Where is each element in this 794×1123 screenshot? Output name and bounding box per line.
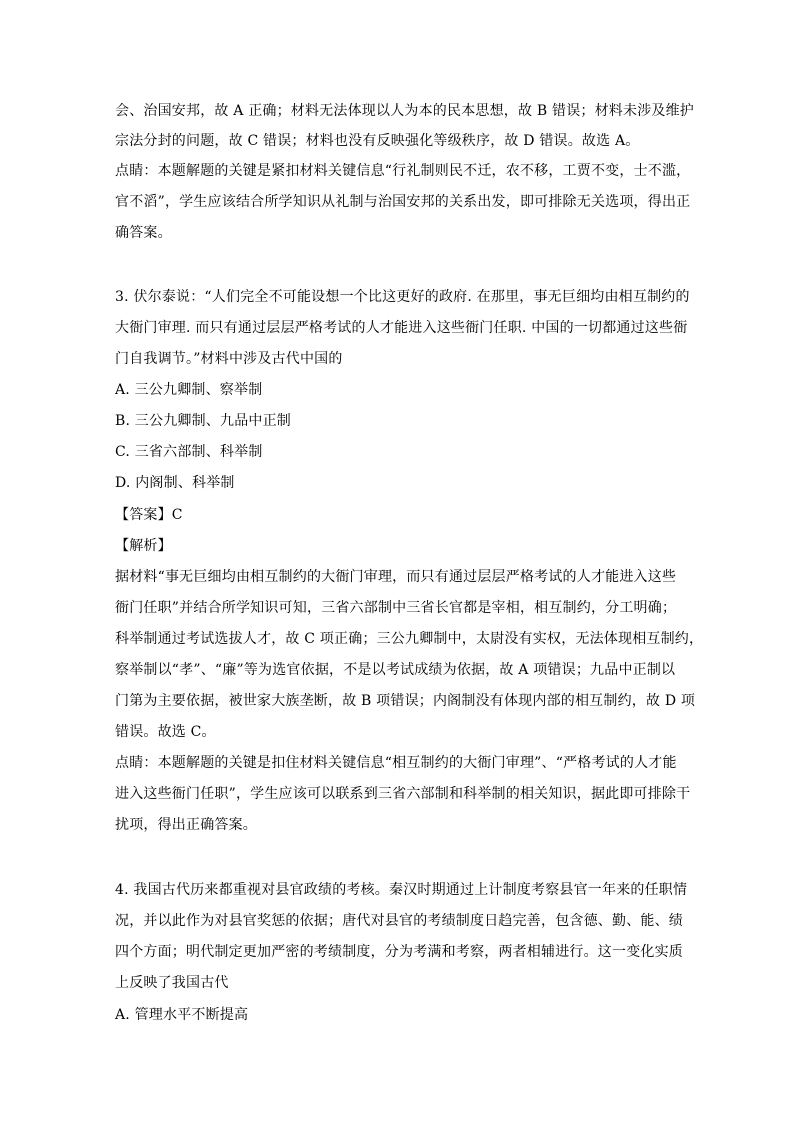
tip-line: 点睛：本题解题的关键是紧扣材料关键信息“行礼制则民不迁，农不移，工贾不变，士不滥， <box>115 163 691 179</box>
option-b: B. 三公九卿制、九品中正制 <box>115 413 291 429</box>
question-stem-line: 3. 伏尔泰说：“人们完全不可能设想一个比这更好的政府. 在那里，事无巨细均由相互制约的 <box>115 289 690 305</box>
explanation-line: 会、治国安邦，故 A 正确；材料无法体现以人为本的民本思想，故 B 错误；材料未涉及维护 <box>115 103 694 119</box>
tip-line: 点睛：本题解题的关键是扣住材料关键信息“相互制约的大衙门审理”、“严格考试的人才能 <box>115 755 677 771</box>
answer-label: 【答案】C <box>115 507 183 523</box>
question-stem-line: 大衙门审理. 而只有通过层层严格考试的人才能进入这些衙门任职. 中国的一切都通过这些衙 <box>115 320 688 336</box>
option-a: A. 管理水平不断提高 <box>115 1007 249 1023</box>
analysis-line: 察举制以“孝”、“廉”等为选官依据，不是以考试成绩为依据，故 A 项错误；九品中正制以 <box>115 662 676 678</box>
tip-line: 确答案。 <box>115 225 172 241</box>
explanation-line: 宗法分封的问题，故 C 错误；材料也没有反映强化等级秩序，故 D 错误。故选 A。 <box>115 133 640 149</box>
analysis-line: 衙门任职”并结合所学知识可知，三省六部制中三省长官都是宰相，相互制约，分工明确； <box>115 600 677 616</box>
tip-line: 扰项，得出正确答案。 <box>115 817 257 833</box>
option-c: C. 三省六部制、科举制 <box>115 444 263 460</box>
analysis-line: 据材料“事无巨细均由相互制约的大衙门审理，而只有通过层层严格考试的人才能进入这些 <box>115 569 677 585</box>
tip-line: 进入这些衙门任职”，学生应该可以联系到三省六部制和科举制的相关知识，据此即可排除干 <box>115 786 691 802</box>
tip-line: 官不滔”，学生应该结合所学知识从礼制与治国安邦的关系出发，即可排除无关选项，得出正 <box>115 194 691 210</box>
analysis-heading: 【解析】 <box>115 538 172 554</box>
question-stem-line: 况，并以此作为对县官奖惩的依据；唐代对县官的考绩制度日趋完善，包含德、勤、能、绩 <box>115 913 683 929</box>
option-d: D. 内阁制、科举制 <box>115 475 235 491</box>
question-stem-line: 四个方面；明代制定更加严密的考绩制度，分为考满和考察，两者相辅进行。这一变化实质 <box>115 944 683 960</box>
question-stem-line: 门自我调节。”材料中涉及古代中国的 <box>115 351 343 367</box>
analysis-line: 错误。故选 C。 <box>115 724 216 740</box>
question-stem-line: 上反映了我国古代 <box>115 975 229 991</box>
analysis-line: 科举制通过考试选拔人才，故 C 项正确；三公九卿制中，太尉没有实权，无法体现相互制约， <box>115 631 704 647</box>
option-a: A. 三公九卿制、察举制 <box>115 382 263 398</box>
question-stem-line: 4. 我国古代历来都重视对县官政绩的考核。秦汉时期通过上计制度考察县官一年来的任职情 <box>115 882 688 898</box>
analysis-line: 门第为主要依据，被世家大族垄断，故 B 项错误；内阁制没有体现内部的相互制约，故 D 项 <box>115 693 696 709</box>
